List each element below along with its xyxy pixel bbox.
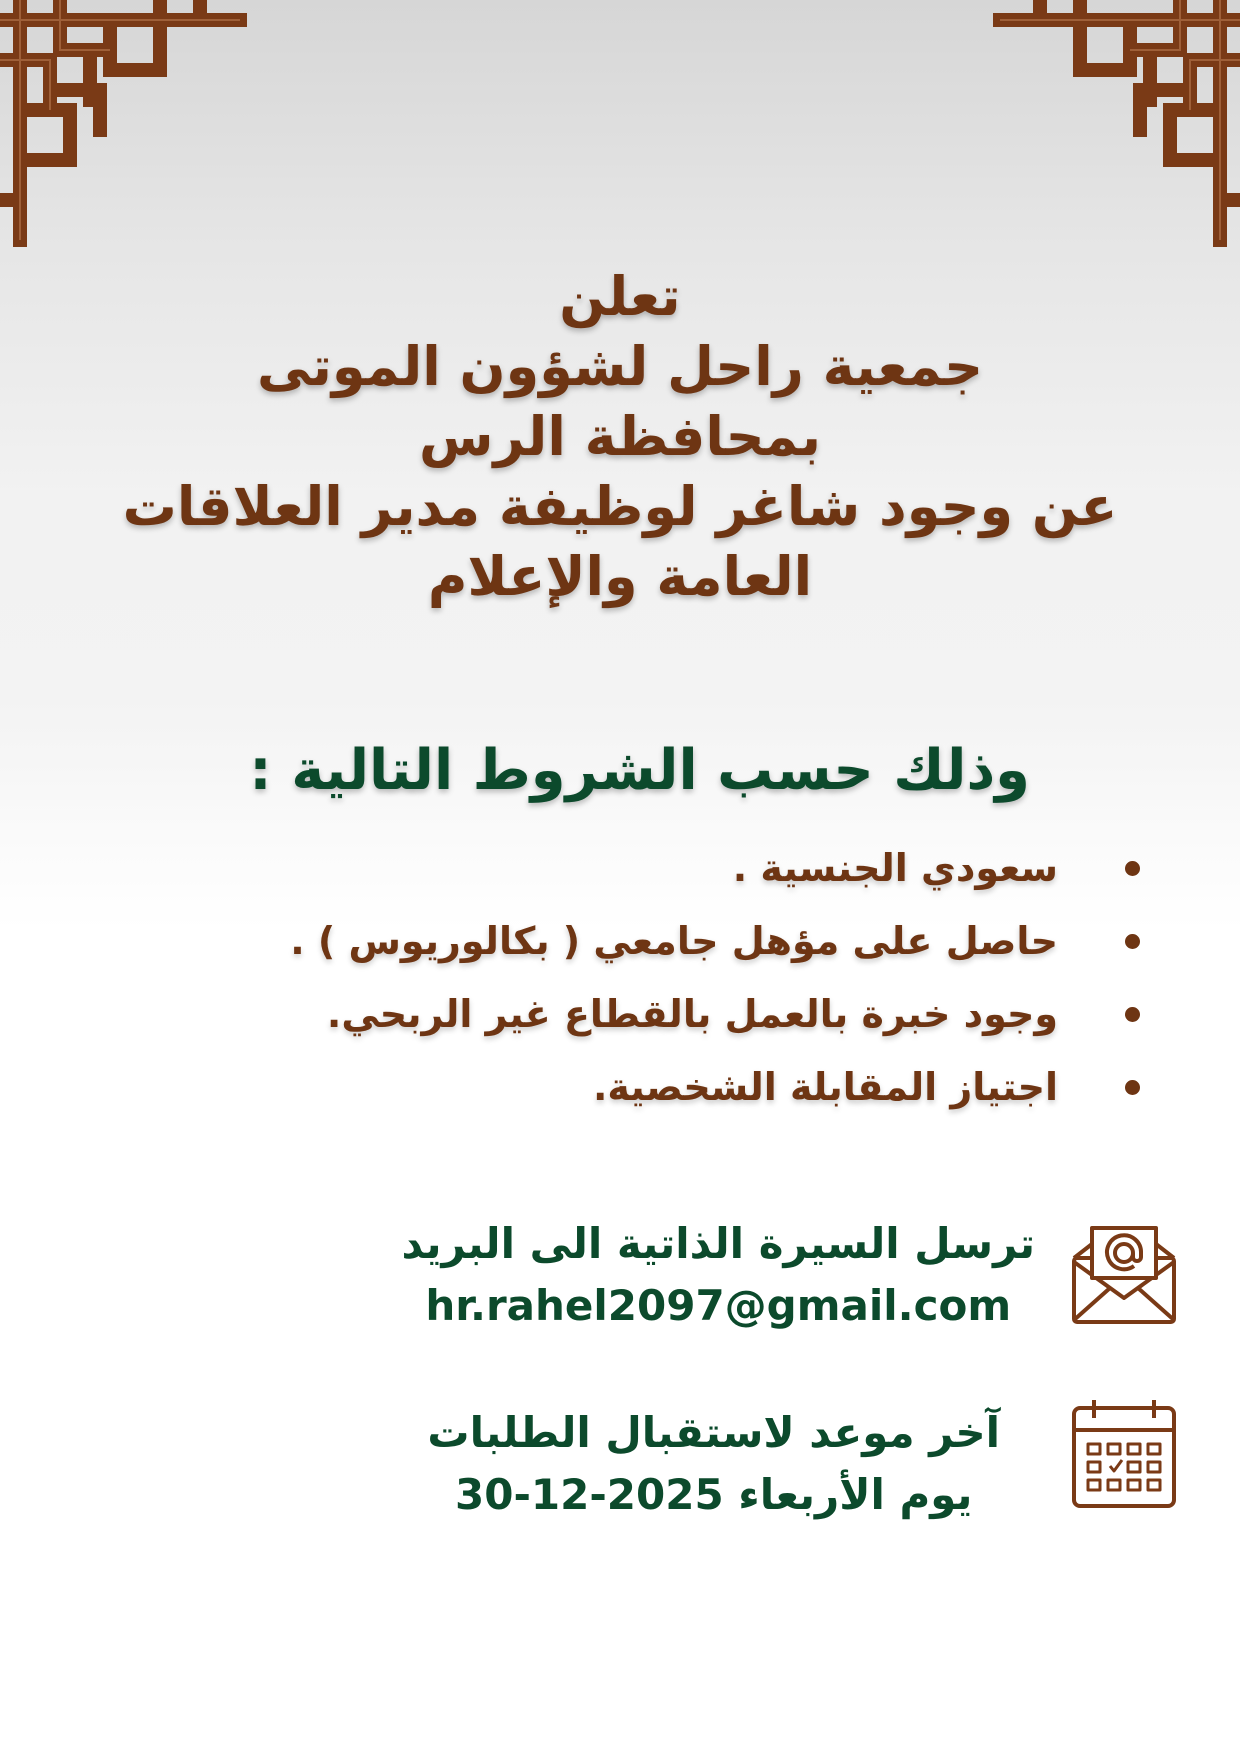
- requirement-item: [290, 838, 1140, 911]
- envelope-at-icon: [1070, 1216, 1178, 1326]
- heading-line-department: العامة والإعلام: [427, 545, 813, 608]
- deadline-label: آخر موعد لاستقبال الطلبات: [427, 1408, 1000, 1457]
- bullet-icon: [1125, 861, 1140, 876]
- requirements-list: [290, 838, 1140, 1130]
- deadline-date: يوم الأربعاء 2025-12-30: [455, 1470, 973, 1519]
- bullet-icon: [1125, 1007, 1140, 1022]
- heading-line-location: بمحافظة الرس: [418, 405, 822, 468]
- deadline-info: [427, 1402, 1000, 1526]
- requirement-item: [290, 984, 1140, 1057]
- heading-line-announces: تعلن: [559, 265, 681, 328]
- requirement-item: [290, 1057, 1140, 1130]
- email-label: ترسل السيرة الذاتية الى البريد: [401, 1219, 1035, 1268]
- heading-line-vacancy: عن وجود شاغر لوظيفة مدير العلاقات: [122, 475, 1118, 538]
- bullet-icon: [1125, 1080, 1140, 1095]
- heading-line-organization: جمعية راحل لشؤون الموتى: [257, 335, 983, 398]
- requirement-text: اجتياز المقابلة الشخصية.: [592, 1065, 1058, 1109]
- requirement-text: وجود خبرة بالعمل بالقطاع غير الربحي.: [326, 992, 1058, 1036]
- announcement-heading: [20, 262, 1220, 612]
- email-contact: [402, 1213, 1036, 1337]
- conditions-title: وذلك حسب الشروط التالية :: [249, 738, 1030, 803]
- bullet-icon: [1125, 934, 1140, 949]
- requirement-text: سعودي الجنسية .: [732, 846, 1058, 890]
- requirement-item: [290, 911, 1140, 984]
- corner-ornament-right: [990, 0, 1240, 250]
- calendar-icon: [1070, 1398, 1178, 1510]
- corner-ornament-left: [0, 0, 250, 250]
- requirement-text: حاصل على مؤهل جامعي ( بكالوريوس ) .: [290, 919, 1058, 963]
- email-address[interactable]: hr.rahel2097@gmail.com: [425, 1281, 1012, 1330]
